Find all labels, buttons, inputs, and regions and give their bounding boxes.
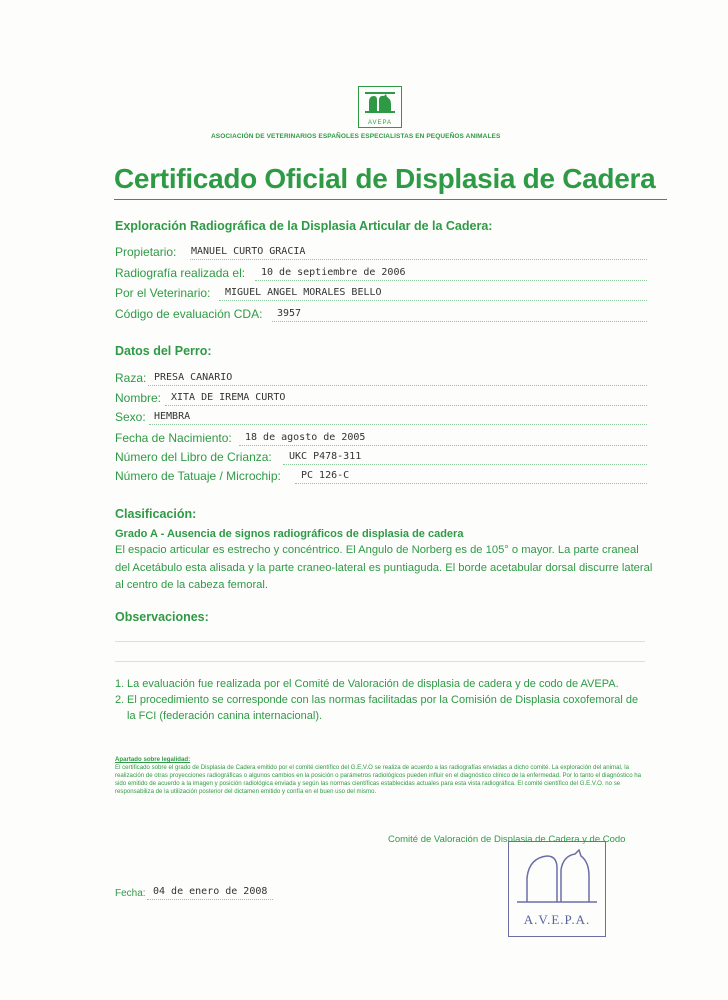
field-cda-code xyxy=(115,304,647,322)
association-name: ASOCIACIÓN DE VETERINARIOS ESPAÑOLES ESPECIALISTAS EN PEQUEÑOS ANIMALES xyxy=(211,133,501,140)
field-value: PC 126-C xyxy=(301,470,350,481)
avepa-stamp xyxy=(508,841,606,937)
field-line xyxy=(295,483,647,484)
legal-title: Apartado sobre legalidad: xyxy=(115,756,191,763)
field-line xyxy=(255,280,647,281)
field-name xyxy=(115,388,647,406)
field-label: Número de Tatuaje / Microchip: xyxy=(115,469,281,483)
field-sex xyxy=(115,407,647,425)
field-line xyxy=(149,424,647,425)
field-value: 3957 xyxy=(277,308,302,319)
field-label: Fecha de Nacimiento: xyxy=(115,431,232,445)
field-value: 18 de agosto de 2005 xyxy=(245,432,366,443)
field-label: Fecha: xyxy=(115,888,146,899)
field-line xyxy=(165,405,647,406)
field-value: 10 de septiembre de 2006 xyxy=(261,267,406,278)
field-value: PRESA CANARIO xyxy=(154,372,233,383)
field-label: Sexo: xyxy=(115,410,146,424)
field-label: Número del Libro de Crianza: xyxy=(115,450,272,464)
field-veterinarian xyxy=(115,283,647,301)
field-value: 04 de enero de 2008 xyxy=(153,886,268,897)
notes-list xyxy=(115,676,645,724)
field-value: MANUEL CURTO GRACIA xyxy=(191,246,306,257)
legal-text: El certificado sobre el grado de Displasia de Cadera emitido por el comité científico del G.E.V.O se realiza de acuerdo a las radiografías enviadas a dicho comité. La exploración del animal, la realización de otras proyecciones radiográficas o algunos cambios en la posición o parámetros radiológicos pueden influir en el diagnóstico clínico de la enfermedad. Por lo tanto el diagnóstico ha sido emitido de acuerdo a la imagen y posición radiológica enviada y según las normas científicas establecidas actuales para esta vista radiográfica. El comité científico del G.E.V.O. no se responsabiliza de la utilización posterior del dictamen emitido y confía en el buen uso del mismo. xyxy=(115,764,642,795)
field-issue-date xyxy=(115,884,273,900)
note-text: La evaluación fue realizada por el Comité de Valoración de displasia de cadera y de codo de AVEPA. xyxy=(127,678,619,690)
avepa-logo xyxy=(358,86,402,128)
field-value: XITA DE IREMA CURTO xyxy=(171,392,286,403)
field-label: Por el Veterinario: xyxy=(115,286,211,300)
field-line xyxy=(272,321,647,322)
field-value: HEMBRA xyxy=(154,411,191,422)
field-line xyxy=(283,464,647,465)
grade-description: El espacio articular es estrecho y concéntrico. El Angulo de Norberg es de 105° o mayor. La parte craneal del Acetábulo esta alisada y la parte craneo-lateral es puntiaguda. El borde acetabular dorsal discurre lateral al centro de la cabeza femoral. xyxy=(115,544,653,591)
field-owner xyxy=(115,242,647,260)
stamp-emblem-icon xyxy=(517,848,597,904)
field-line xyxy=(147,899,273,900)
field-line xyxy=(219,300,647,301)
note-text: El procedimiento se corresponde con las normas facilitadas por la Comisión de Displasia coxofemoral de la FCI (federación canina internacional). xyxy=(127,694,639,722)
note-number: 1. xyxy=(115,678,125,690)
classification-heading: Clasificación: xyxy=(115,507,197,521)
field-birth-date xyxy=(115,428,647,446)
logo-text: AVEPA xyxy=(367,120,393,126)
field-line xyxy=(148,385,647,386)
field-label: Raza: xyxy=(115,371,147,385)
field-label: Nombre: xyxy=(115,391,162,405)
observations-line xyxy=(115,661,645,662)
stamp-text: A.V.E.P.A. xyxy=(523,912,591,927)
field-line xyxy=(190,259,647,260)
field-label: Radiografía realizada el: xyxy=(115,266,246,280)
field-breed xyxy=(115,368,647,386)
committee-signature: Comité de Valoración de Displasia de Cadera y de Codo xyxy=(388,834,626,845)
title-divider xyxy=(114,199,667,200)
field-value: UKC P478-311 xyxy=(289,451,362,462)
list-item xyxy=(115,692,645,724)
field-label: Código de evaluación CDA: xyxy=(115,307,263,321)
grade-title: Grado A - Ausencia de signos radiográficos de displasia de cadera xyxy=(115,528,464,540)
field-line xyxy=(239,445,647,446)
page-title: Certificado Oficial de Displasia de Cadera xyxy=(114,163,656,194)
dog-heading: Datos del Perro: xyxy=(115,344,212,358)
field-value: MIGUEL ANGEL MORALES BELLO xyxy=(225,287,382,298)
observations-heading: Observaciones: xyxy=(115,610,209,624)
legal-section xyxy=(115,756,650,796)
observations-line xyxy=(115,641,645,642)
field-radiograph-date xyxy=(115,263,647,281)
field-label: Propietario: xyxy=(115,245,177,259)
exploration-heading: Exploración Radiográfica de la Displasia Articular de la Cadera: xyxy=(115,219,493,233)
list-item xyxy=(115,676,645,692)
animals-logo-icon xyxy=(365,90,395,114)
field-tattoo-microchip xyxy=(115,466,647,484)
field-breeding-book xyxy=(115,447,647,465)
note-number: 2. xyxy=(115,694,125,706)
